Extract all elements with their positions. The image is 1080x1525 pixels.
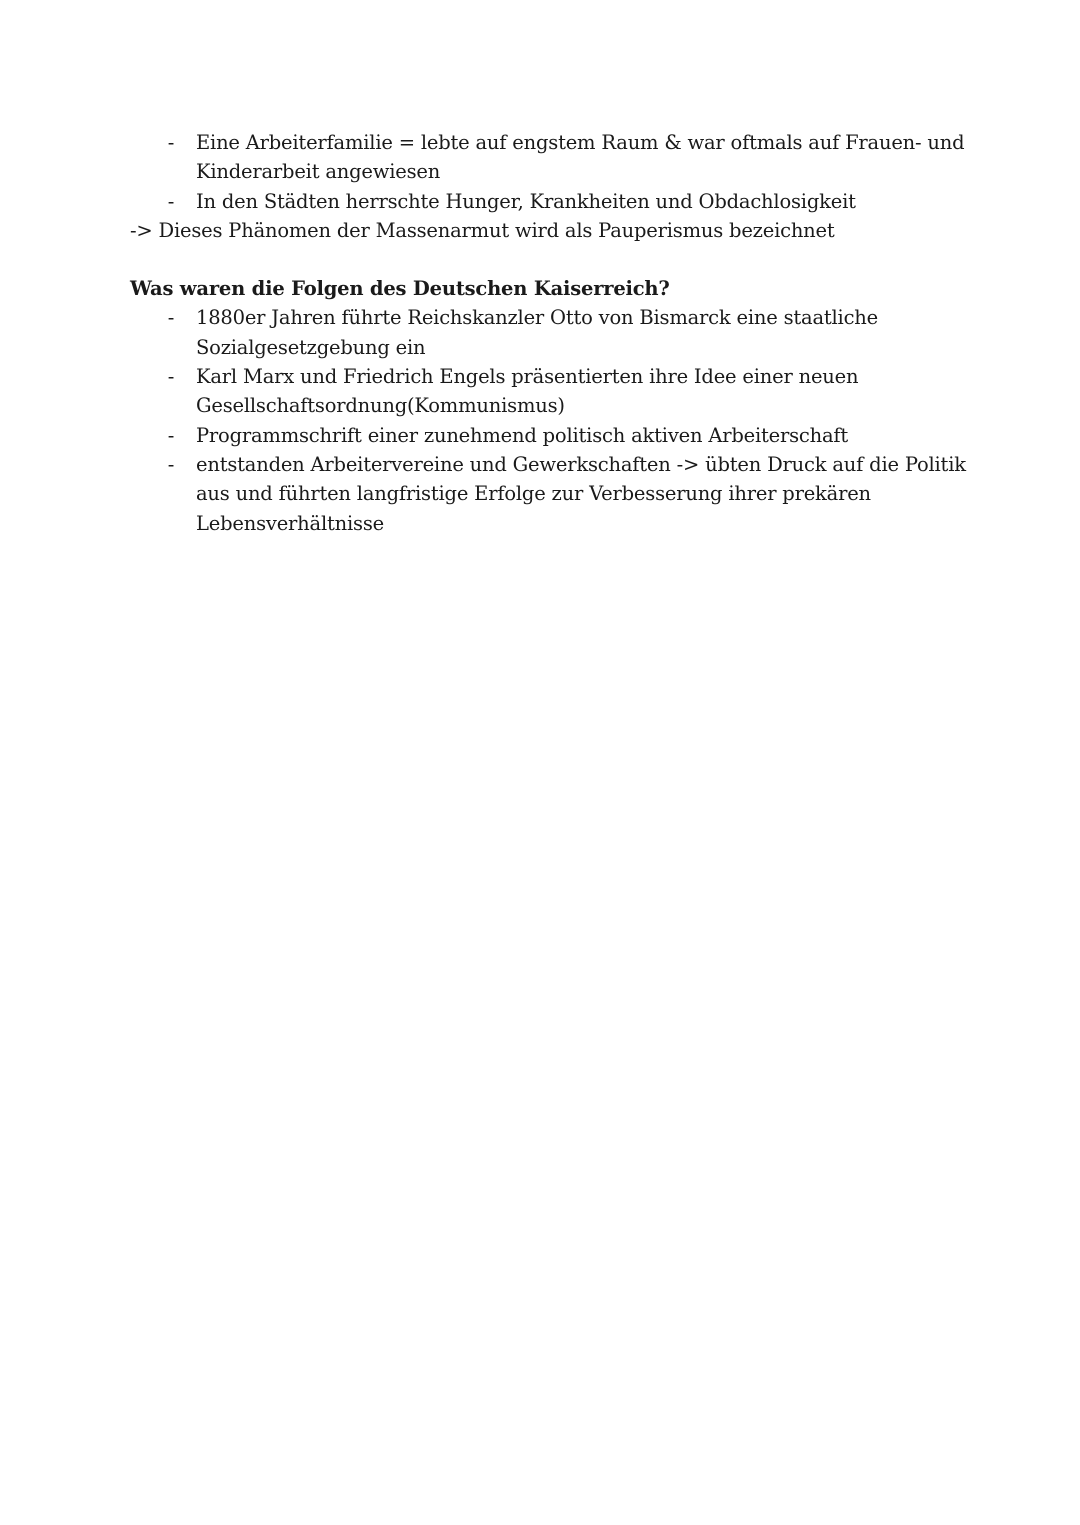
list-item-text: 1880er Jahren führte Reichskanzler Otto von Bismarck eine staatliche Sozialgesetzgebung ein (196, 306, 879, 359)
section-bullet-list (130, 303, 970, 537)
list-item (130, 421, 970, 450)
bullet-dash: - (167, 306, 175, 330)
document-content (130, 128, 970, 538)
list-item-text: Programmschrift einer zunehmend politisch aktiven Arbeiterschaft (196, 423, 849, 447)
bullet-dash: - (167, 452, 175, 476)
bullet-dash: - (167, 189, 175, 213)
list-item-text: entstanden Arbeitervereine und Gewerkschaften -> übten Druck auf die Politik aus und führten langfristige Erfolge zur Verbesserung ihrer prekären Lebensverhältnisse (196, 452, 966, 535)
conclusion-line: -> Dieses Phänomen der Massenarmut wird als Pauperismus bezeichnet (130, 218, 835, 242)
list-item-text: Karl Marx und Friedrich Engels präsentierten ihre Idee einer neuen Gesellschaftsordnung(Kommunismus) (196, 365, 859, 418)
list-item-text: In den Städten herrschte Hunger, Krankheiten und Obdachlosigkeit (196, 189, 856, 213)
bullet-dash: - (167, 423, 175, 447)
bullet-dash: - (167, 365, 175, 389)
bullet-dash: - (167, 131, 175, 154)
list-item (130, 303, 970, 362)
intro-bullet-list (130, 128, 970, 216)
list-item (130, 450, 970, 538)
list-item-text: Eine Arbeiterfamilie = lebte auf engstem Raum & war oftmals auf Frauen- und Kinderarbeit angewiesen (196, 131, 965, 184)
list-item (130, 187, 970, 216)
list-item (130, 128, 970, 187)
section-heading: Was waren die Folgen des Deutschen Kaiserreich? (130, 277, 670, 301)
list-item (130, 362, 970, 421)
